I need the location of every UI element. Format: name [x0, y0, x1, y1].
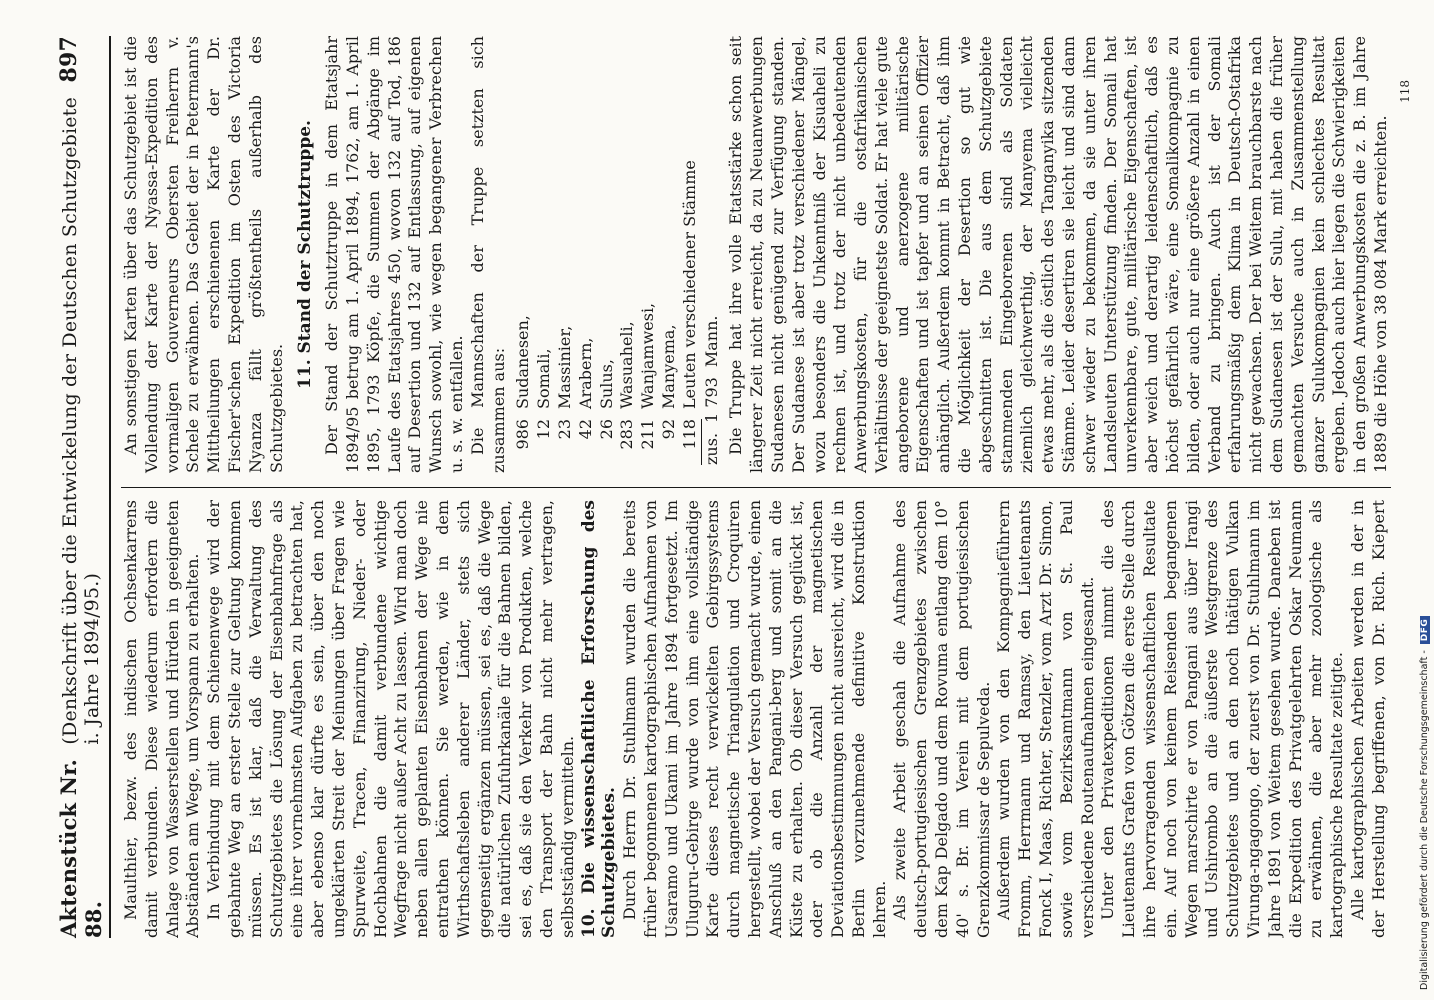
paragraph: Durch Herrn Dr. Stuhlmann wurden die bereits früher begonnenen kartographischen Aufnahmen von Usaramo und Ukami im Jahre 1894 fortgesetzt. Im Uluguru-Gebirge wurde von ihm eine vollständige Karte dieses recht verwickelten Gebirgssystems durch magnetische Triangulation und Croquiren hergestellt, wobei der Versuch gemacht wurde, einen Anschluß an den Pangani-berg und somit an die Küste zu erhalten. Ob dieser Versuch geglückt ist, oder ob die Anzahl der magnetischen Deviationsbestimmungen nicht ausreicht, wird die in Berlin vorzunehmende definitive Konstruktion lehren. — [620, 500, 889, 938]
count: 211 — [638, 419, 658, 450]
table-row — [513, 36, 534, 465]
label: Wasuaheli, — [617, 321, 637, 409]
sheet-number: 118 — [1398, 80, 1412, 103]
total-label: Mann. — [701, 315, 721, 368]
table-total-row — [702, 36, 723, 465]
paragraph: Der Stand der Schutztruppe in dem Etatsjahr 1894/95 betrug am 1. April 1894, 1762, am 1. April 1895, 1793 Köpfe, die Summen der Abgänge im Laufe des Etatsjahres 450, wovon 132 auf Tod, 186 auf Desertion und 132 auf Entlassung, auf eigenen Wunsch sowohl, wie wegen begangener Verbrechen u. s. w. entfallen. — [322, 36, 466, 473]
table-row — [659, 36, 680, 465]
label: Sudanesen, — [513, 315, 533, 409]
count: 26 — [596, 419, 616, 440]
table-row — [534, 36, 555, 465]
paragraph: Alle kartographischen Arbeiten werden in der in der Herstellung begriffenen, von Dr. Rich. Kiepert — [1348, 500, 1388, 938]
label: Wanjamwesi, — [638, 302, 658, 409]
right-column — [121, 36, 1391, 487]
table-row — [617, 36, 638, 465]
table-row — [680, 36, 702, 465]
table-row — [597, 36, 618, 465]
document-label: Aktenstück Nr. 88. — [56, 758, 106, 938]
paragraph: In Verbindung mit dem Schienenwege wird der gebahnte Weg an erster Stelle zur Geltung kommen müssen. Es ist klar, daß die Verwaltung des Schutzgebietes die Lösung der Eisenbahnfrage als eine ihrer vornehmsten Aufgaben zu betrachten hat, aber ebenso klar dürfte es sein, über den noch ungeklärten Streit der Meinungen über Fragen wie Spurweite, Tracen, Finanzirung, Nieder- oder Hochbahnen die damit verbundene wichtige Wegfrage nicht außer Acht zu lassen. Wird man doch neben allen geplanten Eisenbahnen der Wege nie entrathen können. Sie werden, wie in dem Wirthschaftsleben anderer Länder, stets sich gegenseitig ergänzen müssen, sei es, daß die Wege die natürlichen Zufuhrkanäle für die Bahnen bilden, sei es, daß sie den Verkehr von Produkten, welche den Transport der Bahn nicht mehr vertragen, selbstständig vermitteln. — [204, 500, 577, 938]
label: Leuten verschiedener Stämme — [679, 160, 699, 409]
count: 92 — [658, 419, 678, 440]
section-heading: 11. Stand der Schutztruppe. — [295, 120, 316, 389]
digitization-text: Digitalisierung gefördert durch die Deutsche Forschungsgemeinschaft - — [1419, 650, 1430, 990]
text-columns — [121, 36, 1391, 938]
count: 283 — [617, 419, 637, 450]
paragraph: Die Truppe hat ihre volle Etatsstärke schon seit längerer Zeit nicht erreicht, da zu Neuanwerbungen Sudanesen nicht genügend zur Verfügung standen. Der Sudanese ist aber trotz verschiedener Mängel, wozu besonders die Unkenntniß der Kisuaheli zu rechnen ist, und trotz der nicht unbedeutenden Anwerbungskosten, für die ostafrikanischen Verhältnisse der geeignetste Soldat. Er hat viele gute angeborene und anerzogene militärische Eigenschaften und ist tapfer und an seinen Offizier anhänglich. Außerdem kommt in Betracht, daß ihm die Möglichkeit der Desertion so gut wie abgeschnitten ist. Die aus dem Schutzgebiete stammenden Eingeborenen sind als Soldaten ziemlich gleichwerthig, der Manyema vielleicht etwas mehr, als die östlich des Tanganyika sitzenden Stämme. Leider desertiren sie leicht und sind dann schwer wieder zu bekommen, da sie unter ihren Landsleuten Unterstützung finden. Der Somali hat unverkennbare, gute, militärische Eigenschaften, ist aber weich und derartig leidenschaftlich, daß es höchst gefährlich wäre, eine Somalikompagnie zu bilden, oder auch nur eine größere Anzahl in einen Verband zu bringen. Auch ist der Somali erfahrungsmäßig dem Klima in Deutsch-Ostafrika nicht gewachsen. Der bei Weitem brauchbarste nach dem Sudanesen ist der Sulu, mit haben die früher gemachten Versuche auch in Zusammenstellung ganzer Sulukompagnien kein schlechtes Resultat ergeben. Jedoch auch hier liegen die Schwierigkeiten in den großen Anwerbungskosten die z. B. im Jahre 1889 die Höhe von 38 084 Mark erreichten. — [726, 36, 1391, 473]
label: Somali, — [534, 348, 554, 409]
paragraph: Die Mannschaften der Truppe setzten sich zusammen aus: — [467, 36, 508, 473]
count: 118 — [680, 419, 702, 465]
count: 42 — [575, 419, 595, 440]
page-number: 897 — [56, 36, 82, 83]
label: Arabern, — [575, 337, 595, 409]
dfg-logo: DFG — [1420, 616, 1430, 645]
table-row — [638, 36, 659, 465]
paragraph: An sonstigen Karten über das Schutzgebiet ist die Vollendung der Karte der Nyassa-Expedition des vormaligen Gouverneurs Obersten Freiherrn v. Schele zu erwähnen. Das Gebiet der in Petermann's Mittheilungen erschienenen Karte der Dr. Fischer'schen Expedition im Osten des Victoria Nyanza fällt größtentheils außerhalb des Schutzgebietes. — [121, 36, 286, 473]
document-title: (Denkschrift über die Entwickelung der Deutschen Schutzgebiete i. Jahre 1894/95.) — [59, 96, 103, 745]
paragraph: Maulthier, bezw. des indischen Ochsenkarrens damit verbunden. Diese wiederum erfordern die Anlage von Wasserstellen und Hürden in geeigneten Abständen am Wege, um Vorspann zu erhalten. — [121, 500, 203, 938]
left-column — [121, 487, 1391, 938]
total-count: 1 793 — [701, 377, 721, 423]
label: Sulus, — [596, 359, 616, 409]
troop-composition-table — [513, 36, 722, 465]
count: 986 — [513, 419, 533, 450]
paragraph: Unter den Privatexpeditionen nimmt die des Lieutenants Grafen von Götzen die erste Stelle durch ihre hervorragenden wissenschaftlichen Resultate ein. Auf noch von keinem Reisenden begangenen Wegen marschirte er von Pangani aus über Irangi und Ushirombo an die äußerste Westgrenze des Schutzgebietes und an den noch thätigen Vulkan Virunga-ngagongo, der zuerst von Dr. Stuhlmann im Jahre 1891 von Weitem gesehen wurde. Daneben ist die Expedition des Privatgelehrten Oskar Neumann zu erwähnen, die aber mehr zoologische als kartographische Resultate zeitigte. — [1098, 500, 1347, 938]
label: Manyema, — [658, 324, 678, 409]
section-heading: 10. Die wissenschaftliche Erforschung des Schutzgebietes. — [578, 500, 620, 938]
paragraph: Als zweite Arbeit geschah die Aufnahme des deutsch-portugiesischen Grenzgebietes zwischen dem Kap Delgado und dem Rovuma entlang dem 10° 40' s. Br. im Verein mit dem portugiesischen Grenzkommissar de Sepulveda. — [890, 500, 993, 938]
table-row — [576, 36, 597, 465]
table-row — [555, 36, 576, 465]
label: Massinier, — [554, 325, 574, 409]
count: 23 — [554, 419, 574, 440]
digitization-credit — [1419, 0, 1430, 990]
page-header — [56, 36, 111, 938]
paragraph: Außerdem wurden von den Kompagnieführern Fromm, Herrmann und Ramsay, den Lieutenants Fonck I, Maas, Richter, Stenzler, vom Arzt Dr. Simon, sowie vom Bezirksamtmann von St. Paul verschiedene Routenaufnahmen eingesandt. — [994, 500, 1097, 938]
total-prefix: zus. — [701, 432, 721, 465]
count: 12 — [534, 419, 554, 440]
